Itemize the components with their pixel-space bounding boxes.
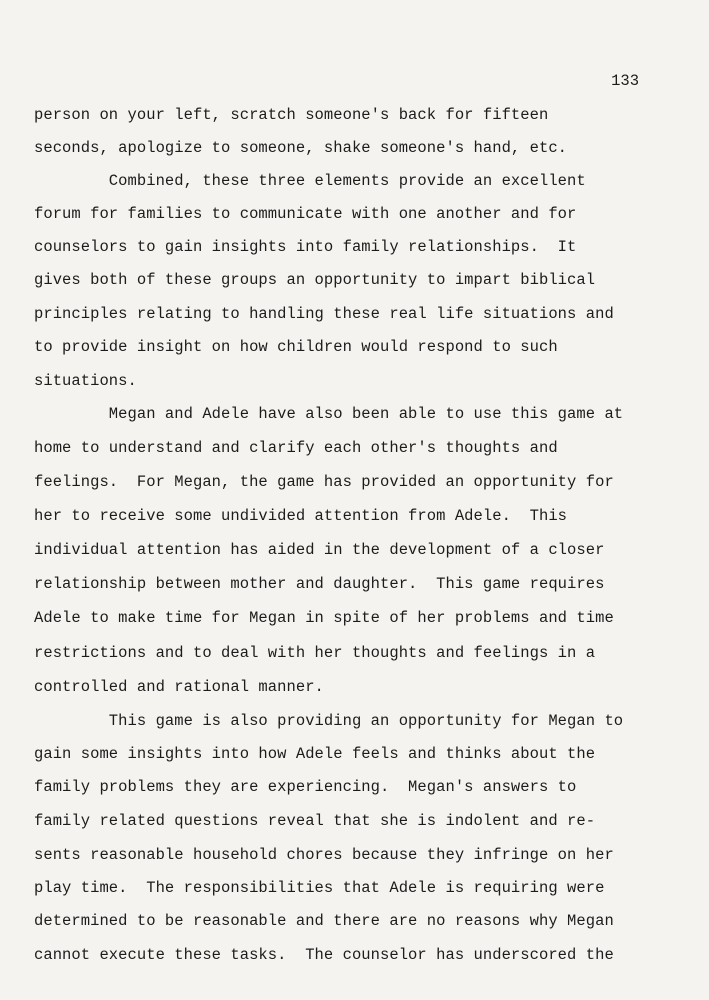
text-line: Adele to make time for Megan in spite of her problems and time	[34, 609, 614, 627]
page-number: 133	[611, 72, 639, 90]
text-line: forum for families to communicate with one another and for	[34, 205, 577, 223]
text-line: feelings. For Megan, the game has provided an opportunity for	[34, 473, 614, 491]
text-line: situations.	[34, 372, 137, 390]
text-line: restrictions and to deal with her thoughts and feelings in a	[34, 644, 596, 662]
text-line: gain some insights into how Adele feels and thinks about the	[34, 745, 596, 763]
text-line: counselors to gain insights into family relationships. It	[34, 238, 577, 256]
text-line: individual attention has aided in the development of a closer	[34, 541, 605, 559]
text-line: relationship between mother and daughter. This game requires	[34, 575, 605, 593]
text-line: family related questions reveal that she is indolent and re-	[34, 812, 596, 830]
text-line: seconds, apologize to someone, shake someone's hand, etc.	[34, 139, 568, 157]
text-line: sents reasonable household chores because they infringe on her	[34, 846, 614, 864]
text-line: family problems they are experiencing. Megan's answers to	[34, 778, 577, 796]
text-line: cannot execute these tasks. The counselor has underscored the	[34, 946, 614, 964]
text-line: Megan and Adele have also been able to use this game at	[34, 405, 624, 423]
text-line: This game is also providing an opportunity for Megan to	[34, 712, 624, 730]
text-line: her to receive some undivided attention from Adele. This	[34, 507, 568, 525]
text-line: determined to be reasonable and there are no reasons why Megan	[34, 912, 614, 930]
text-line: to provide insight on how children would respond to such	[34, 338, 558, 356]
text-line: controlled and rational manner.	[34, 678, 324, 696]
text-line: gives both of these groups an opportunity to impart biblical	[34, 271, 596, 289]
text-line: person on your left, scratch someone's back for fifteen	[34, 106, 549, 124]
text-line: Combined, these three elements provide an excellent	[34, 172, 586, 190]
text-line: principles relating to handling these real life situations and	[34, 305, 614, 323]
text-line: home to understand and clarify each other's thoughts and	[34, 439, 558, 457]
text-line: play time. The responsibilities that Adele is requiring were	[34, 879, 605, 897]
